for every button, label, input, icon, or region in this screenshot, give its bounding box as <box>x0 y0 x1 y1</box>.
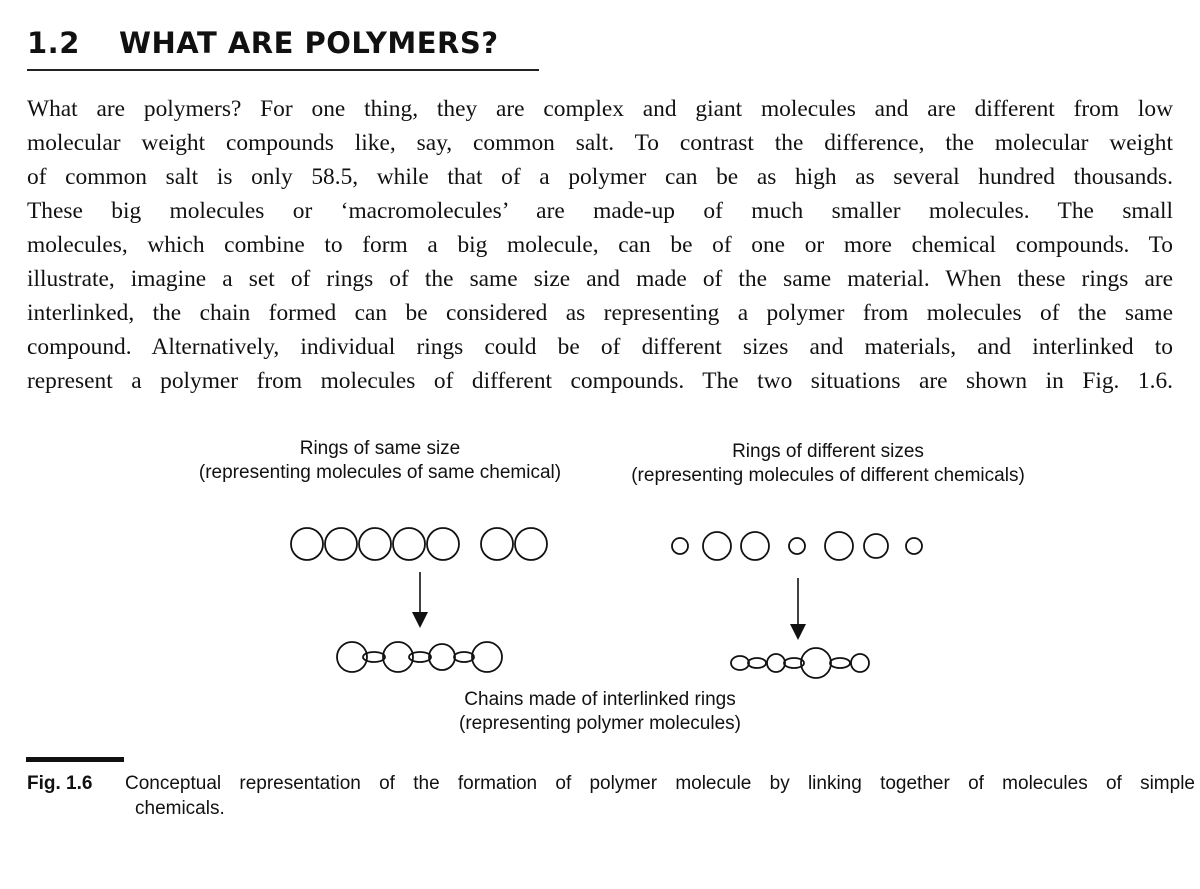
figure-caption-text: Conceptual representation of the formation of polymer molecule by linking together of molecules of simple <box>125 773 1195 794</box>
ring-icon <box>481 528 513 560</box>
chain-ring-icon <box>472 642 502 672</box>
ring-icon <box>291 528 323 560</box>
paragraph-line: interlinked, the chain formed can be considered as representing a polymer from molecules of the same <box>27 300 1173 326</box>
ring-icon <box>427 528 459 560</box>
paragraph-line: molecular weight compounds like, say, common salt. To contrast the difference, the molecular weight <box>27 130 1173 156</box>
paragraph-line: compound. Alternatively, individual rings could be of different sizes and materials, and interlinked to <box>27 334 1173 360</box>
same-size-title: Rings of same size <box>299 438 461 459</box>
chain-ring-icon <box>429 644 455 670</box>
different-size-chain <box>731 648 869 678</box>
same-size-rings <box>291 528 547 560</box>
figure-caption-text-continued: chemicals. <box>135 798 225 819</box>
chain-ring-icon <box>801 648 831 678</box>
ring-icon <box>325 528 357 560</box>
chain-caption-title: Chains made of interlinked rings <box>464 689 736 710</box>
ring-icon <box>789 538 805 554</box>
link-ring-icon <box>748 658 766 668</box>
ring-icon <box>359 528 391 560</box>
ring-icon <box>906 538 922 554</box>
chain-caption <box>410 688 790 736</box>
ring-icon <box>825 532 853 560</box>
chain-caption-subtitle: (representing polymer molecules) <box>459 713 741 734</box>
paragraph-line: What are polymers? For one thing, they are complex and giant molecules and are different from low <box>27 96 1173 122</box>
different-size-title: Rings of different sizes <box>732 441 924 462</box>
different-size-subtitle: (representing molecules of different chemicals) <box>631 465 1025 486</box>
ring-icon <box>703 532 731 560</box>
same-size-subtitle: (representing molecules of same chemical) <box>198 462 562 483</box>
figure-label: Fig. 1.6 <box>27 773 93 794</box>
paragraph-line: represent a polymer from molecules of different compounds. The two situations are shown in Fig. 1.6. <box>27 368 1173 394</box>
chain-ring-icon <box>731 656 749 670</box>
link-ring-icon <box>830 658 850 668</box>
same-size-chain <box>337 642 502 672</box>
section-number: 1.2 <box>27 26 80 60</box>
different-size-rings <box>672 532 922 560</box>
chain-ring-icon <box>767 654 785 672</box>
paragraph-line: molecules, which combine to form a big molecule, can be of one or more chemical compounds. To <box>27 232 1173 258</box>
ring-icon <box>741 532 769 560</box>
paragraph-line: of common salt is only 58.5, while that of a polymer can be as high as several hundred thousands. <box>27 164 1173 190</box>
chain-ring-icon <box>851 654 869 672</box>
paragraph-line: These big molecules or ‘macromolecules’ are made-up of much smaller molecules. The small <box>27 198 1173 224</box>
ring-icon <box>672 538 688 554</box>
ring-icon <box>393 528 425 560</box>
ring-icon <box>864 534 888 558</box>
figure-rule <box>26 757 124 762</box>
paragraph-line: illustrate, imagine a set of rings of the same size and made of the same material. When these rings are <box>27 266 1173 292</box>
ring-icon <box>515 528 547 560</box>
link-ring-icon <box>454 652 474 662</box>
section-title: WHAT ARE POLYMERS? <box>119 26 499 60</box>
